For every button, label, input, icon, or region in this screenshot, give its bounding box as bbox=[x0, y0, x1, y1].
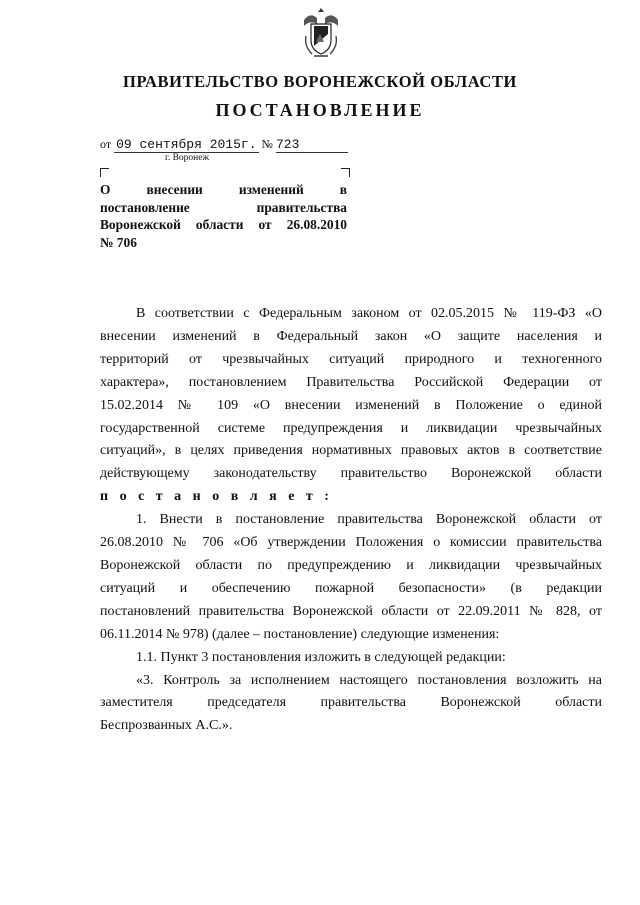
body-line: постановлений правительства Воронежской области от 22.09.2011 № 828, от bbox=[100, 603, 602, 619]
body-line: Воронежской области по предупреждению и ликвидации чрезвычайных bbox=[100, 557, 602, 573]
body-line: действующему законодательству правительство Воронежской области bbox=[100, 466, 602, 482]
subject-line: Воронежской области от 26.08.2010 bbox=[100, 217, 347, 232]
subject-corner-left bbox=[100, 168, 109, 177]
body-line: государственной системе предупреждения и ликвидации чрезвычайных bbox=[100, 420, 602, 436]
body-line: ситуаций», в целях приведения нормативных правовых актов в соответствие bbox=[100, 443, 602, 459]
subject-line: постановление правительства bbox=[100, 199, 347, 215]
subject-line: О внесении изменений в bbox=[100, 182, 347, 197]
body-line: 1. Внести в постановление правительства Воронежской области от bbox=[136, 512, 602, 528]
number-sign: № bbox=[261, 137, 273, 151]
body-line: «3. Контроль за исполнением настоящего постановления возложить на bbox=[136, 672, 602, 688]
document-subject bbox=[100, 181, 347, 251]
subject-line: № 706 bbox=[100, 234, 137, 250]
document-type: ПОСТАНОВЛЕНИЕ bbox=[215, 100, 425, 120]
city: г. Воронеж bbox=[165, 153, 210, 163]
document-date: 09 сентября 2015г. bbox=[116, 137, 257, 152]
body-line: ситуаций и обеспечению пожарной безопасности» (в редакции bbox=[100, 580, 602, 596]
coat-of-arms-icon bbox=[300, 6, 342, 60]
document-number: 723 bbox=[276, 137, 348, 153]
date-number-line bbox=[100, 137, 348, 153]
subject-corner-right bbox=[341, 168, 350, 177]
date-prefix: от bbox=[100, 137, 112, 151]
document-body bbox=[100, 303, 602, 738]
body-line: В соответствии с Федеральным законом от 02.05.2015 № 119-ФЗ «О bbox=[136, 306, 602, 321]
body-line: характера», постановлением Правительства Российской Федерации от bbox=[100, 374, 602, 390]
body-line: 26.08.2010 № 706 «Об утверждении Положения о комиссии правительства bbox=[100, 535, 602, 551]
body-line: территорий от чрезвычайных ситуаций природного и техногенного bbox=[100, 351, 602, 367]
body-line: заместителя председателя правительства Воронежской области bbox=[100, 695, 602, 711]
body-line: 15.02.2014 № 109 «О внесении изменений в Положение о единой bbox=[100, 397, 602, 413]
body-line: 1.1. Пункт 3 постановления изложить в следующей редакции: bbox=[136, 649, 506, 665]
resolution-word: п о с т а н о в л я е т : bbox=[100, 489, 333, 505]
government-title: ПРАВИТЕЛЬСТВО ВОРОНЕЖСКОЙ ОБЛАСТИ bbox=[123, 72, 517, 91]
body-line: внесении изменений в Федеральный закон «О защите населения и bbox=[100, 328, 602, 344]
body-line: Беспрозванных А.С.». bbox=[100, 718, 233, 734]
body-line: 06.11.2014 № 978) (далее – постановление) следующие изменения: bbox=[100, 626, 500, 642]
